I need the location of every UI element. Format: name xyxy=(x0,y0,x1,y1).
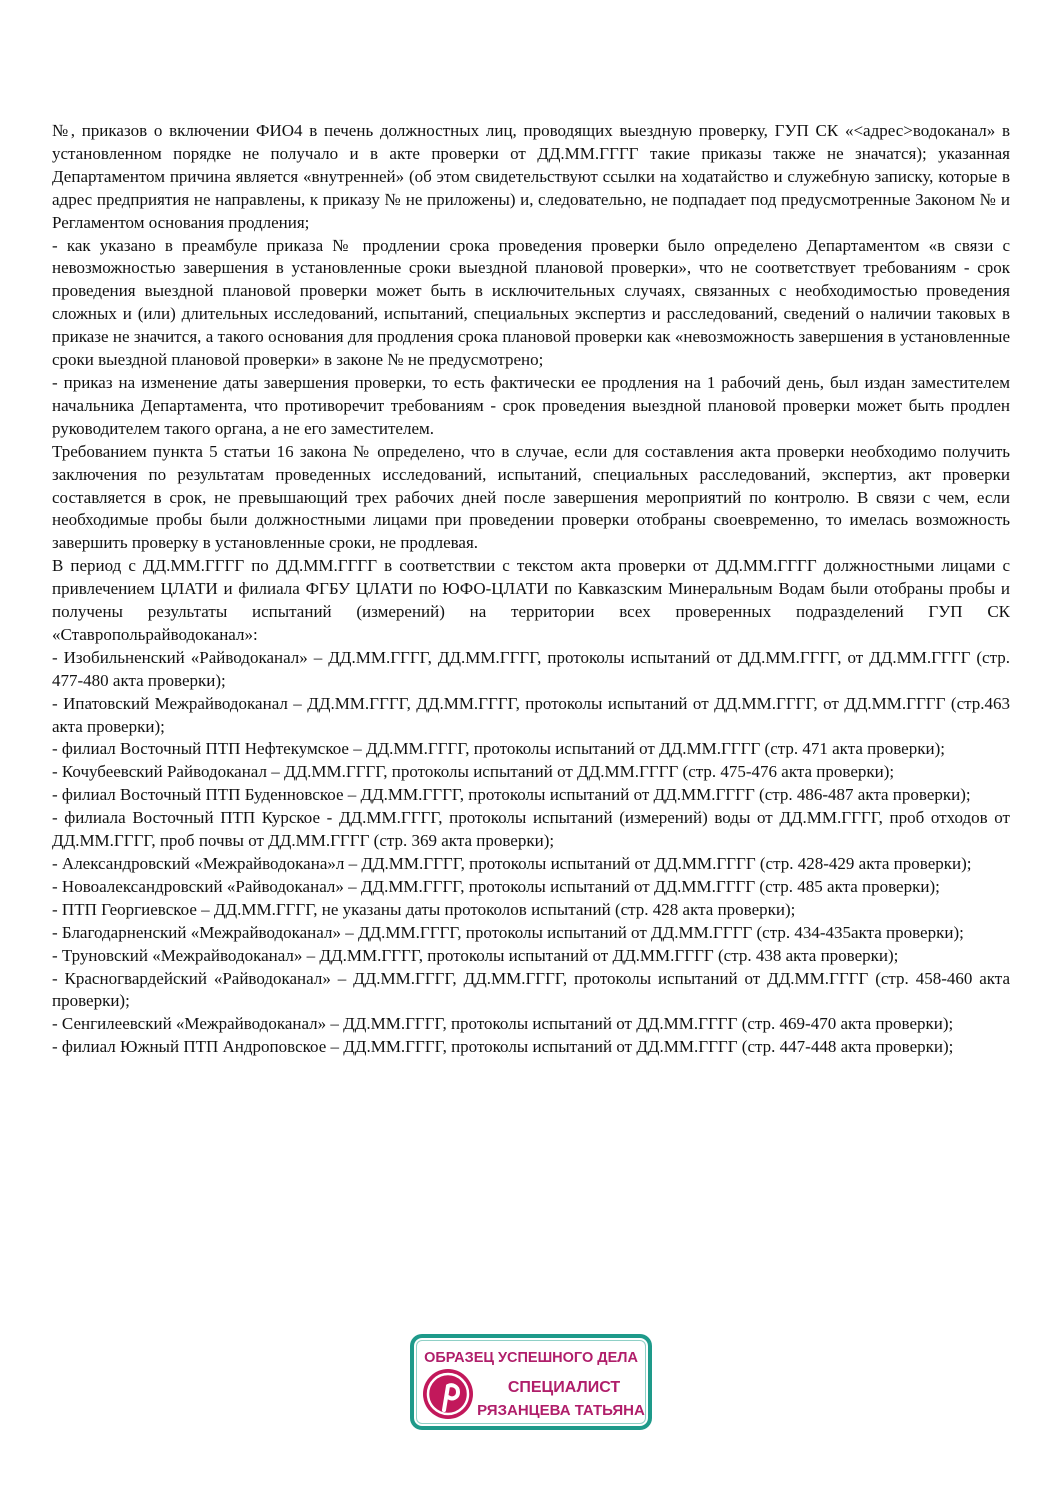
stamp-graphic xyxy=(414,1338,648,1426)
list-item: - Ипатовский Межрайводоканал – ДД.ММ.ГГГГ, ДД.ММ.ГГГГ, протоколы испытаний от ДД.ММ.ГГГГ, от ДД.ММ.ГГГГ (стр.463 акта проверки); xyxy=(52,693,1010,736)
list-item: - Новоалександровский «Райводоканал» – ДД.ММ.ГГГГ, протоколы испытаний от ДД.ММ.ГГГГ (стр. 485 акта проверки); xyxy=(52,876,940,896)
list-item: - Изобильненский «Райводоканал» – ДД.ММ.ГГГГ, ДД.ММ.ГГГГ, протоколы испытаний от ДД.ММ.ГГГГ, от ДД.ММ.ГГГГ (стр. 477-480 акта проверки); xyxy=(52,647,1010,690)
list-item: - Благодарненский «Межрайводоканал» – ДД.ММ.ГГГГ, протоколы испытаний от ДД.ММ.ГГГГ (стр. 434-435акта проверки); xyxy=(52,922,964,942)
paragraph-preamble: - как указано в преамбуле приказа № продлении срока проведения проверки было определено Департаментом «в связи с невозможностью завершения в установленные сроки выездной плановой проверки», что не соответствует требованиям - срок проведения выездной плановой проверки может быть в исключительных случаях, связанных с необходимостью проведения сложных и (или) длительных исследований, испытаний, специальных экспертиз и расследований, сведений о наличии таковых в приказе не значится, а такого основания для продления срока плановой проверки как «невозможность завершения в установленные сроки выездной плановой проверки» в законе № не предусмотрено; xyxy=(52,235,1010,370)
stamp-line-1: ОБРАЗЕЦ УСПЕШНОГО ДЕЛА xyxy=(424,1350,638,1366)
stamp-line-3: РЯЗАНЦЕВА ТАТЬЯНА xyxy=(477,1402,645,1419)
list-item: - Александровский «Межрайводокана»л – ДД.ММ.ГГГГ, протоколы испытаний от ДД.ММ.ГГГГ (стр. 428-429 акта проверки); xyxy=(52,854,972,873)
list-item: - филиала Восточный ПТП Курское - ДД.ММ.ГГГГ, протоколы испытаний (измерений) воды от ДД.ММ.ГГГГ, проб отходов от ДД.ММ.ГГГГ, проб почвы от ДД.ММ.ГГГГ (стр. 369 акта проверки); xyxy=(52,808,1010,851)
list-item: - Труновский «Межрайводоканал» – ДД.ММ.ГГГГ, протоколы испытаний от ДД.ММ.ГГГГ (стр. 438 акта проверки); xyxy=(52,945,899,965)
list-item: - филиал Южный ПТП Андроповское – ДД.ММ.ГГГГ, протоколы испытаний от ДД.ММ.ГГГГ (стр. 447-448 акта проверки); xyxy=(52,1037,954,1057)
list-item: - филиал Восточный ПТП Нефтекумское – ДД.ММ.ГГГГ, протоколы испытаний от ДД.ММ.ГГГГ (стр. 471 акта проверки); xyxy=(52,739,945,759)
pinterest-icon xyxy=(423,1369,473,1419)
list-item: - Кочубеевский Райводоканал – ДД.ММ.ГГГГ, протоколы испытаний от ДД.ММ.ГГГГ (стр. 475-476 акта проверки); xyxy=(52,762,895,782)
list-item: - филиал Восточный ПТП Буденновское – ДД.ММ.ГГГГ, протоколы испытаний от ДД.ММ.ГГГГ (стр. 486-487 акта проверки); xyxy=(52,785,971,805)
document-body xyxy=(52,120,1010,1059)
paragraph-intro: №, приказов о включении ФИО4 в печень должностных лиц, проводящих выездную проверку, ГУП СК «<адрес>водоканал» в установленном порядке не получало и в акте проверки от ДД.ММ.ГГГГ такие приказы также не значатся); указанная Департаментом причина является «внутренней» (об этом свидетельствуют ссылки на ходатайство и служебную записку, которые в адрес предприятия не направлены, к приказу № не приложены) и, следовательно, не подпадает под предусмотренные Законом № и Регламентом основания продления; xyxy=(52,121,1010,232)
stamp-line-2: СПЕЦИАЛИСТ xyxy=(507,1379,621,1396)
paragraph-period: В период с ДД.ММ.ГГГГ по ДД.ММ.ГГГГ в соответствии с текстом акта проверки от ДД.ММ.ГГГГ должностными лицами с привлечением ЦЛАТИ и филиала ФГБУ ЦЛАТИ по ЮФО-ЦЛАТИ по Кавказским Минеральным Водам были отобраны пробы и получены результаты испытаний (измерений) на территории всех проверенных подразделений ГУП СК «Ставропольрайводоканал»: xyxy=(52,556,1010,644)
list-item: - ПТП Георгиевское – ДД.ММ.ГГГГ, не указаны даты протоколов испытаний (стр. 428 акта проверки); xyxy=(52,899,796,919)
watermark-stamp xyxy=(410,1334,652,1430)
paragraph-deputy: - приказ на изменение даты завершения проверки, то есть фактически ее продления на 1 рабочий день, был издан заместителем начальника Департамента, что противоречит требованиям - срок проведения выездной плановой проверки может быть продлен руководителем такого органа, а не его заместителем. xyxy=(52,372,1010,438)
list-item: - Сенгилеевский «Межрайводоканал» – ДД.ММ.ГГГГ, протоколы испытаний от ДД.ММ.ГГГГ (стр. 469-470 акта проверки); xyxy=(52,1014,954,1034)
paragraph-requirement: Требованием пункта 5 статьи 16 закона № определено, что в случае, если для составления акта проверки необходимо получить заключения по результатам проведенных исследований, испытаний, специальных расследований, экспертиз, акт проверки составляется в срок, не превышающий трех рабочих дней после завершения мероприятий по контролю. В связи с чем, если необходимые пробы были должностными лицами при проведении проверки отобраны своевременно, то имелась возможность завершить проверку в установленные сроки, не продлевая. xyxy=(52,441,1010,553)
list-item: - Красногвардейский «Райводоканал» – ДД.ММ.ГГГГ, ДД.ММ.ГГГГ, протоколы испытаний от ДД.ММ.ГГГГ (стр. 458-460 акта проверки); xyxy=(52,968,1010,1011)
